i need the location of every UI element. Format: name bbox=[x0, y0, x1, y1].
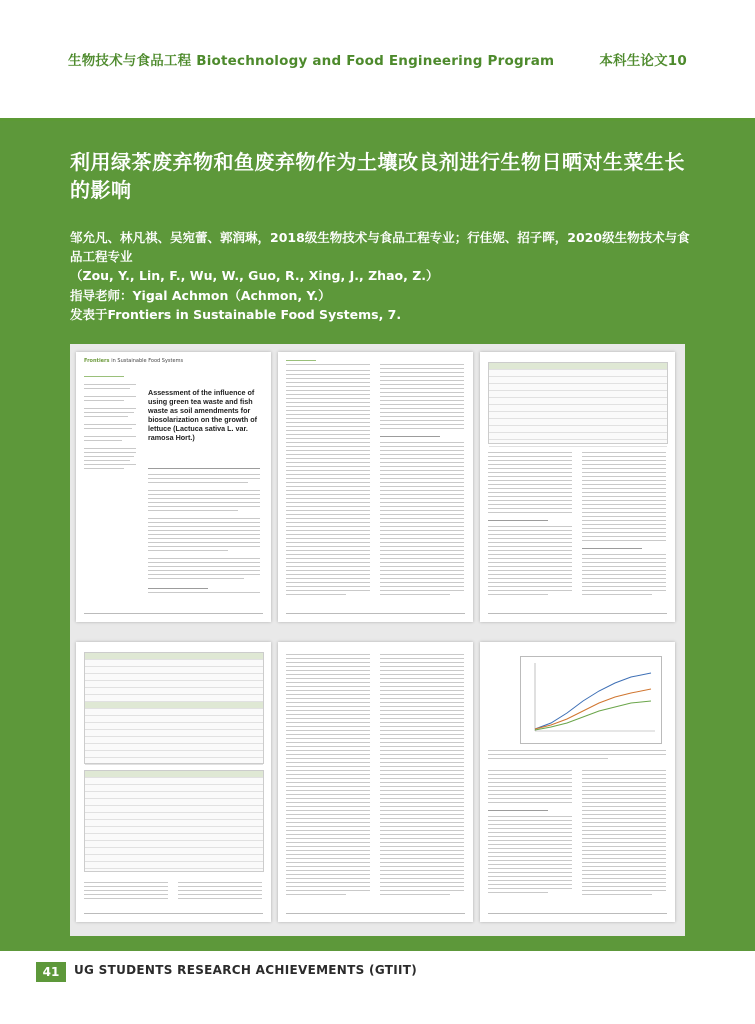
advisor-block bbox=[70, 286, 700, 324]
paper-title: Assessment of the influence of using green tea waste and fish waste as soil amendments for biosolarization on the growth of lettuce (Lactuca sativa L. var. ramosa Hort.) bbox=[148, 388, 258, 442]
page-footer bbox=[0, 951, 755, 1024]
authors-chinese: 邹允凡、林凡祺、吴宛蕾、郭润琳，2018级生物技术与食品工程专业；行佳妮、招子晖，2020级生物技术与食品工程专业 bbox=[70, 230, 690, 264]
paper-page-3 bbox=[480, 352, 675, 622]
paper-page-6 bbox=[480, 642, 675, 922]
journal-logo bbox=[84, 358, 183, 364]
publication-venue: 发表于Frontiers in Sustainable Food Systems, 7. bbox=[70, 307, 402, 322]
journal-subtitle: in Sustainable Food Systems bbox=[111, 358, 184, 364]
footer-caption: UG STUDENTS RESEARCH ACHIEVEMENTS (GTIIT) bbox=[74, 963, 418, 977]
page-number: 41 bbox=[36, 962, 66, 982]
journal-name: Frontiers bbox=[84, 358, 110, 364]
program-title: 生物技术与食品工程 Biotechnology and Food Engineering Program bbox=[68, 53, 555, 69]
table-thumbnail bbox=[84, 652, 264, 764]
paper-page-2 bbox=[278, 352, 473, 622]
section-label: 本科生论文10 bbox=[599, 53, 687, 69]
figure-plot bbox=[521, 657, 661, 743]
authors-block bbox=[70, 228, 700, 285]
table-thumbnail bbox=[488, 362, 668, 444]
article-title: 利用绿茶废弃物和鱼废弃物作为土壤改良剂进行生物日晒对生菜生长的影响 bbox=[70, 150, 685, 202]
paper-page-5 bbox=[278, 642, 473, 922]
table-thumbnail bbox=[84, 770, 264, 872]
advisor-name: 指导老师：Yigal Achmon（Achmon, Y.） bbox=[70, 288, 331, 303]
page-header bbox=[0, 0, 755, 118]
paper-preview-area bbox=[70, 344, 685, 936]
paper-page-1 bbox=[76, 352, 271, 622]
authors-english: （Zou, Y., Lin, F., Wu, W., Guo, R., Xing, J., Zhao, Z.） bbox=[70, 268, 439, 283]
paper-page-4 bbox=[76, 642, 271, 922]
figure-thumbnail bbox=[520, 656, 662, 744]
